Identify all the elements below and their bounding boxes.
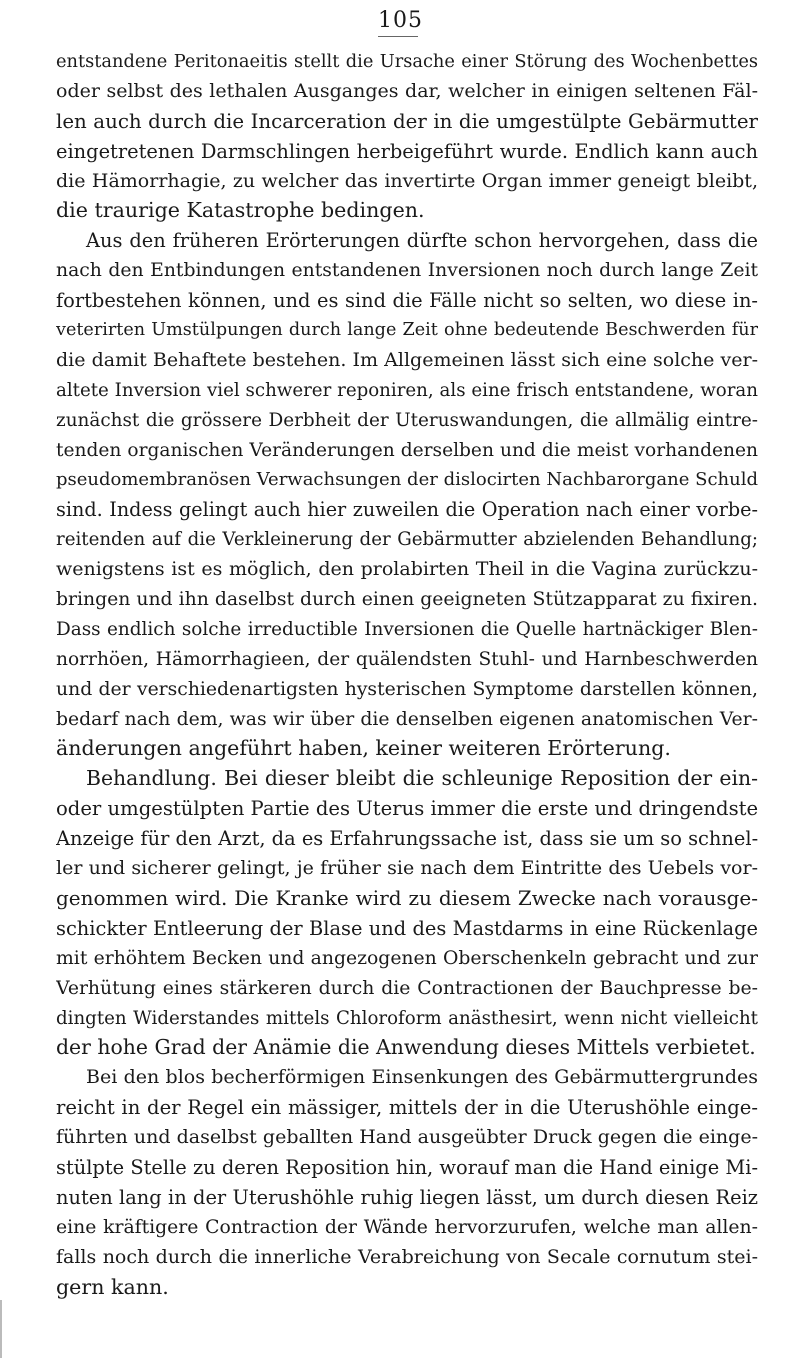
text-line: sind. Indess gelingt auch hier zuweilen die Operation nach einer vorbe- (56, 498, 758, 522)
text-line: bedarf nach dem, was wir über die denselben eigenen anatomischen Ver- (56, 708, 758, 730)
text-line: stülpte Stelle zu deren Reposition hin, worauf man die Hand einige Mi- (56, 1155, 758, 1179)
text-line: schickter Entleerung der Blase und des Mastdarms in eine Rückenlage (56, 916, 758, 940)
text-line: wenigstens ist es möglich, den prolabirten Theil in die Vagina zurückzu- (56, 558, 758, 581)
text-line: nuten lang in der Uterushöhle ruhig liegen lässt, um durch diesen Reiz (56, 1185, 758, 1209)
text-line: die traurige Katastrophe bedingen. (56, 198, 425, 223)
text-line: tenden organischen Veränderungen derselben und die meist vorhandenen (56, 439, 758, 461)
body-text (56, 47, 758, 1302)
text-line: oder umgestülpten Partie des Uterus immer die erste und dringendste (56, 797, 758, 821)
text-line: nach den Entbindungen entstandenen Inversionen noch durch lange Zeit (56, 260, 758, 282)
text-line: Verhütung eines stärkeren durch die Contractionen der Bauchpresse be- (56, 977, 758, 999)
text-line: reicht in der Regel ein mässiger, mittels der in die Uterushöhle einge- (56, 1096, 758, 1120)
text-line: reitenden auf die Verkleinerung der Gebärmutter abzielenden Behandlung; (56, 529, 758, 551)
text-line: die damit Behaftete bestehen. Im Allgemeinen lässt sich eine solche ver- (56, 348, 758, 371)
text-line: oder selbst des lethalen Ausganges dar, welcher in einigen seltenen Fäl- (56, 79, 758, 102)
text-line: Aus den früheren Erörterungen dürfte schon hervorgehen, dass die (86, 229, 758, 253)
text-line: Dass endlich solche irreductible Inversionen die Quelle hartnäckiger Blen- (56, 618, 758, 640)
text-line: falls noch durch die innerliche Verabreichung von Secale cornutum stei- (56, 1245, 758, 1268)
text-line: Bei den blos becherförmigen Einsenkungen des Gebärmuttergrundes (86, 1066, 758, 1089)
text-line: pseudomembranösen Verwachsungen der dislocirten Nachbarorgane Schuld (56, 469, 758, 491)
text-line: Anzeige für den Arzt, da es Erfahrungssache ist, dass sie um so schnel- (56, 827, 758, 851)
header-rule (378, 36, 418, 37)
text-line: mit erhöhtem Becken und angezogenen Oberschenkeln gebracht und zur (56, 947, 758, 969)
text-line: entstandene Peritonaeitis stellt die Ursache einer Störung des Wochenbettes (56, 51, 758, 72)
text-line: genommen wird. Die Kranke wird zu diesem Zwecke nach vorausge- (56, 885, 758, 910)
text-line: der hohe Grad der Anämie die Anwendung dieses Mittels verbietet. (56, 1035, 756, 1060)
text-line: führten und daselbst geballten Hand ausgeübter Druck gegen die einge- (56, 1126, 758, 1149)
text-line: norrhöen, Hämorrhagieen, der quälendsten Stuhl- und Harnbeschwerden (56, 648, 758, 670)
text-line: veterirten Umstülpungen durch lange Zeit ohne bedeutende Beschwerden für (56, 320, 758, 341)
text-line: Behandlung. Bei dieser bleibt die schleunige Reposition der ein- (86, 766, 758, 791)
text-line: bringen und ihn daselbst durch einen geeigneten Stützapparat zu fixiren. (56, 589, 758, 611)
text-line: zunächst die grössere Derbheit der Uteruswandungen, die allmälig eintre- (56, 409, 758, 431)
text-line: änderungen angeführt haben, keiner weiteren Erörterung. (56, 736, 671, 761)
text-line: fortbestehen können, und es sind die Fälle nicht so selten, wo diese in- (56, 289, 758, 313)
text-line: altete Inversion viel schwerer reponiren, als eine frisch entstandene, woran (56, 379, 758, 401)
text-line: eingetretenen Darmschlingen herbeigeführt wurde. Endlich kann auch (56, 139, 758, 163)
text-line: eine kräftigere Contraction der Wände hervorzurufen, welche man allen- (56, 1216, 758, 1238)
text-line: die Hämorrhagie, zu welcher das invertirte Organ immer geneigt bleibt, (56, 169, 758, 192)
page-number: 105 (378, 8, 423, 33)
text-line: dingten Widerstandes mittels Chloroform anästhesirt, wenn nicht vielleicht (56, 1007, 758, 1029)
text-line: ler und sicherer gelingt, je früher sie nach dem Eintritte des Uebels vor- (56, 857, 758, 880)
text-line: gern kann. (56, 1274, 169, 1299)
text-line: und der verschiedenartigsten hysterischen Symptome darstellen können, (56, 678, 758, 700)
scan-edge-mark (0, 1300, 2, 1358)
text-line: len auch durch die Incarceration der in die umgestülpte Gebärmutter (56, 109, 758, 133)
